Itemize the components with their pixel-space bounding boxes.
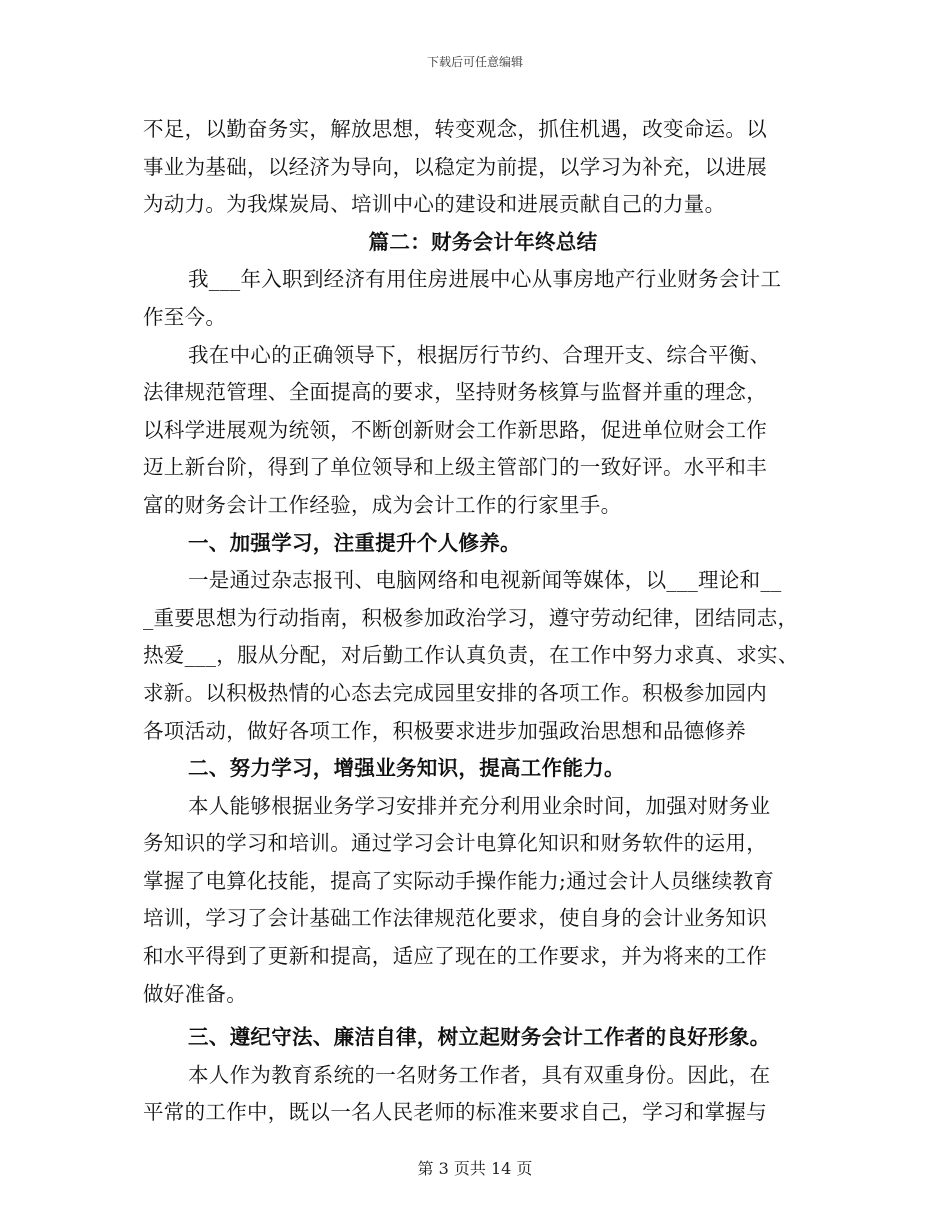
body-line: 以科学进展观为统领，不断创新财会工作新思路，促进单位财会工作 xyxy=(143,417,767,442)
subheading: 二、努力学习，增强业务知识，提高工作能力。 xyxy=(188,756,625,781)
document-body xyxy=(143,111,823,1132)
body-line: 富的财务会计工作经验，成为会计工作的行家里手。 xyxy=(143,492,622,517)
paragraph-first-line: 本人能够根据业务学习安排并充分利用业余时间，加强对财务业 xyxy=(188,793,771,818)
body-line: 为动力。为我煤炭局、培训中心的建设和进展贡献自己的力量。 xyxy=(143,192,726,217)
subheading: 一、加强学习，注重提升个人修养。 xyxy=(188,530,521,555)
body-line: 作至今。 xyxy=(143,304,227,329)
body-line: 求新。以积极热情的心态去完成园里安排的各项工作。积极参加园内 xyxy=(143,680,767,705)
paragraph-first-line: 我在中心的正确领导下，根据厉行节约、合理开支、综合平衡、 xyxy=(188,342,771,367)
body-line: 做好准备。 xyxy=(143,981,247,1006)
paragraph-first-line: 一是通过杂志报刊、电脑网络和电视新闻等媒体，以___理论和__ xyxy=(188,568,782,593)
body-line: 事业为基础，以经济为导向，以稳定为前提，以学习为补充，以进展 xyxy=(143,154,767,179)
page-header: 下载后可任意编辑 xyxy=(426,55,523,69)
body-line: 和水平得到了更新和提高，适应了现在的工作要求，并为将来的工作 xyxy=(143,944,767,969)
body-line: 热爱___，服从分配，对后勤工作认真负责，在工作中努力求真、求实、 xyxy=(143,643,799,668)
section-title: 篇二：财务会计年终总结 xyxy=(368,229,598,254)
paragraph-first-line: 我___年入职到经济有用住房进展中心从事房地产行业财务会计工 xyxy=(188,267,782,292)
body-line: 迈上新台阶，得到了单位领导和上级主管部门的一致好评。水平和丰 xyxy=(143,455,767,480)
subheading: 三、遵纪守法、廉洁自律，树立起财务会计工作者的良好形象。 xyxy=(188,1025,771,1050)
body-line: 法律规范管理、全面提高的要求，坚持财务核算与监督并重的理念， xyxy=(143,380,767,405)
body-line: _重要思想为行动指南，积极参加政治学习，遵守劳动纪律，团结同志， xyxy=(143,605,799,630)
body-line: 平常的工作中，既以一名人民老师的标准来要求自己，学习和掌握与 xyxy=(143,1100,767,1125)
body-line: 务知识的学习和培训。通过学习会计电算化知识和财务软件的运用， xyxy=(143,831,767,856)
paragraph-first-line: 本人作为教育系统的一名财务工作者，具有双重身份。因此，在 xyxy=(188,1062,771,1087)
body-line: 不足，以勤奋务实，解放思想，转变观念，抓住机遇，改变命运。以 xyxy=(143,117,767,141)
body-line: 培训，学习了会计基础工作法律规范化要求，使自身的会计业务知识 xyxy=(143,906,767,931)
page-number: 第 3 页共 14 页 xyxy=(417,1159,533,1178)
body-line: 掌握了电算化技能，提高了实际动手操作能力;通过会计人员继续教育 xyxy=(143,868,775,893)
body-line: 各项活动，做好各项工作，积极要求进步加强政治思想和品德修养 xyxy=(143,718,747,743)
